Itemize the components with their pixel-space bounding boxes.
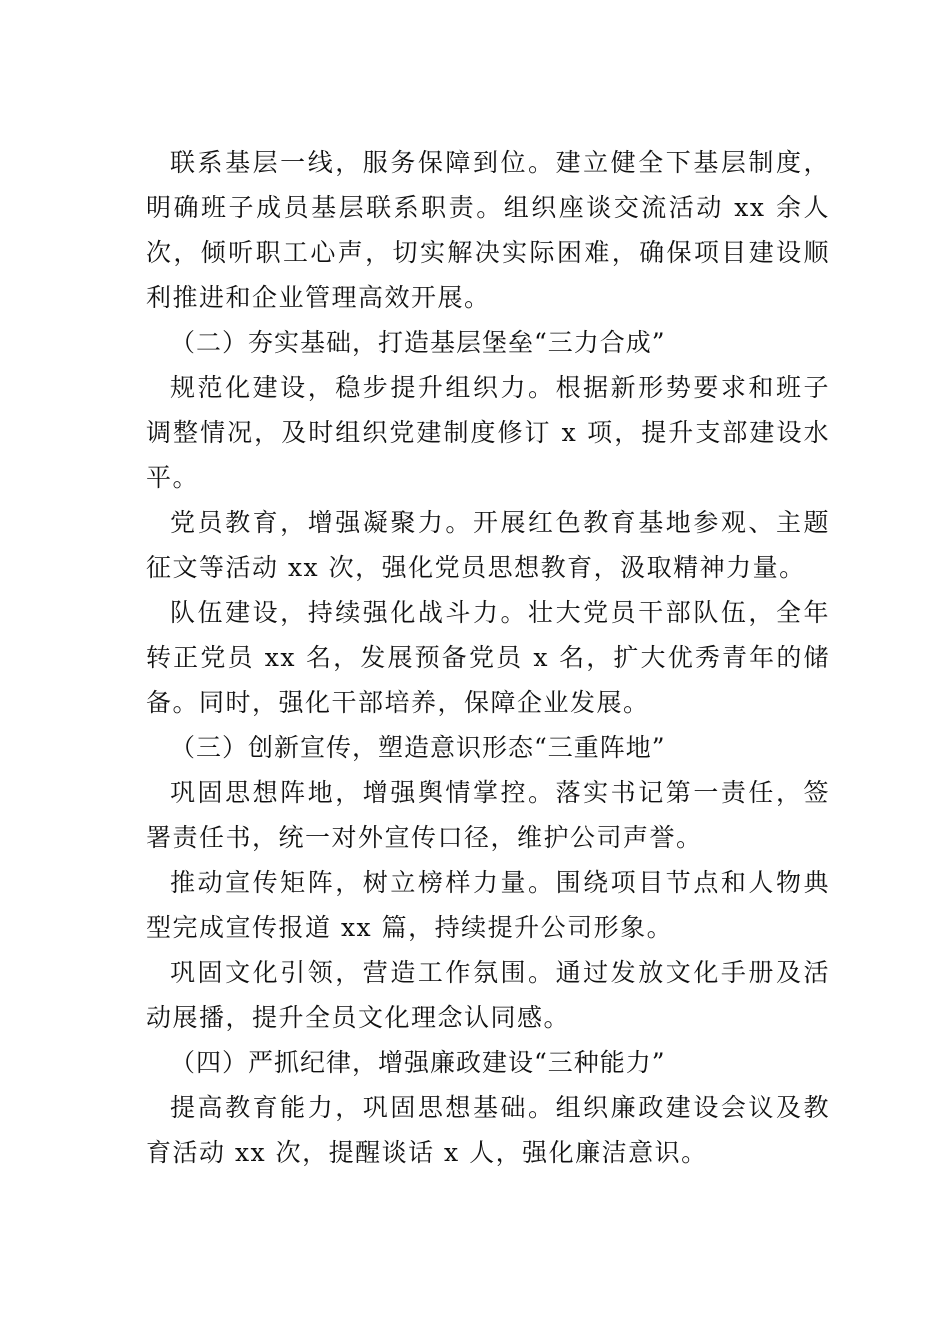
paragraph-liaison-grassroots: 联系基层一线，服务保障到位。建立健全下基层制度，明确班子成员基层联系职责。组织座谈交流活动 xx 余人次，倾听职工心声，切实解决实际困难，确保项目建设顺利推进和企业管理高效开展。 bbox=[146, 148, 830, 312]
section-heading-3: （三）创新宣传，塑造意识形态“三重阵地” bbox=[170, 733, 666, 762]
paragraph-ideological-position: 巩固思想阵地，增强舆情掌控。落实书记第一责任，签署责任书，统一对外宣传口径，维护公司声誉。 bbox=[146, 778, 830, 852]
paragraph-publicity-matrix: 推动宣传矩阵，树立榜样力量。围绕项目节点和人物典型完成宣传报道 xx 篇，持续提升公司形象。 bbox=[146, 868, 830, 942]
paragraph-culture-guidance: 巩固文化引领，营造工作氛围。通过发放文化手册及活动展播，提升全员文化理念认同感。 bbox=[146, 958, 830, 1032]
paragraph-education-capability: 提高教育能力，巩固思想基础。组织廉政建设会议及教育活动 xx 次，提醒谈话 x 人，强化廉洁意识。 bbox=[146, 1093, 830, 1167]
paragraph-party-member-education: 党员教育，增强凝聚力。开展红色教育基地参观、主题征文等活动 xx 次，强化党员思想教育，汲取精神力量。 bbox=[146, 508, 830, 582]
paragraph-block bbox=[146, 770, 830, 1040]
paragraph-block bbox=[146, 140, 830, 320]
section-heading-4: （四）严抓纪律，增强廉政建设“三种能力” bbox=[170, 1048, 666, 1077]
document-body bbox=[146, 140, 830, 1175]
paragraph-team-building: 队伍建设，持续强化战斗力。壮大党员干部队伍，全年转正党员 xx 名，发展预备党员 x 名，扩大优秀青年的储备。同时，强化干部培养，保障企业发展。 bbox=[146, 598, 830, 717]
section-heading-2: （二）夯实基础，打造基层堡垒“三力合成” bbox=[170, 328, 666, 357]
paragraph-block bbox=[146, 365, 830, 725]
paragraph-standardized-construction: 规范化建设，稳步提升组织力。根据新形势要求和班子调整情况，及时组织党建制度修订 x 项，提升支部建设水平。 bbox=[146, 373, 830, 492]
paragraph-block bbox=[146, 1085, 830, 1175]
